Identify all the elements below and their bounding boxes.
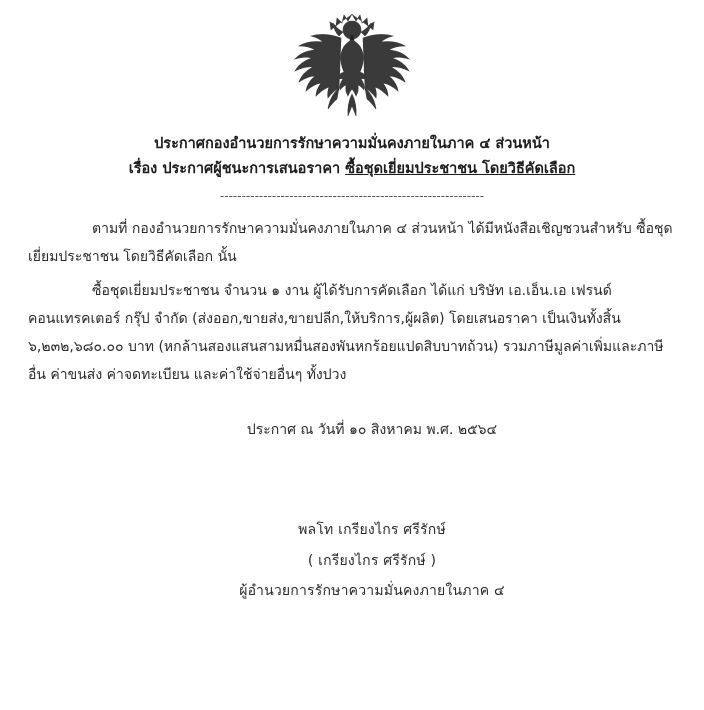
document-body <box>28 215 676 389</box>
signer-position: ผู้อำนวยการรักษาความมั่นคงภายในภาค ๔ <box>239 583 505 600</box>
garuda-emblem-icon <box>277 10 427 122</box>
announcement-date: ประกาศ ณ วันที่ ๑๐ สิงหาคม พ.ศ. ๒๕๖๔ <box>246 421 498 438</box>
title-line-1: ประกาศกองอำนวยการรักษาความมั่นคงภายในภาค ๔ ส่วนหน้า <box>154 136 550 152</box>
body-paragraph-2: ซื้อชุดเยี่ยมประชาชน จำนวน ๑ งาน ผู้ได้รับการคัดเลือก ได้แก่ บริษัท เอ.เอ็น.เอ เฟรนด์ คอนแทรคเตอร์ กรุ๊ป จำกัด (ส่งออก,ขายส่ง,ขายปลีก,ให้บริการ,ผู้ผลิต) โดยเสนอราคา เป็นเงินทั้งสิ้น ๖,๒๓๒,๖๘๐.๐๐ บาท (หกล้านสองแสนสามหมื่นสองพันหกร้อยแปดสิบบาทถ้วน) รวมภาษีมูลค่าเพิ่มและภาษีอื่น ค่าขนส่ง ค่าจดทะเบียน และค่าใช้จ่ายอื่นๆ ทั้งปวง <box>28 282 664 383</box>
title-divider: ------------------------------------------------------------- <box>219 188 485 203</box>
page-bottom-spacer <box>28 607 676 647</box>
signature-block <box>28 515 676 607</box>
document-title <box>28 132 676 183</box>
signer-name-parenthetical: ( เกรียงไกร ศรีรักษ์ ) <box>307 552 437 569</box>
body-paragraph-1: ตามที่ กองอำนวยการรักษาความมั่นคงภายในภาค ๔ ส่วนหน้า ได้มีหนังสือเชิญชวนสำหรับ ซื้อชุดเยี่ยมประชาชน โดยวิธีคัดเลือก นั้น <box>28 220 673 265</box>
title-subject-underlined: ซื้อชุดเยี่ยมประชาชน โดยวิธีคัดเลือก <box>345 161 576 178</box>
title-subject-prefix: เรื่อง ประกาศผู้ชนะการเสนอราคา <box>128 161 346 178</box>
emblem-container <box>28 10 676 126</box>
title-line-2 <box>28 157 676 182</box>
signer-name: พลโท เกรียงไกร ศรีรักษ์ <box>298 521 446 538</box>
